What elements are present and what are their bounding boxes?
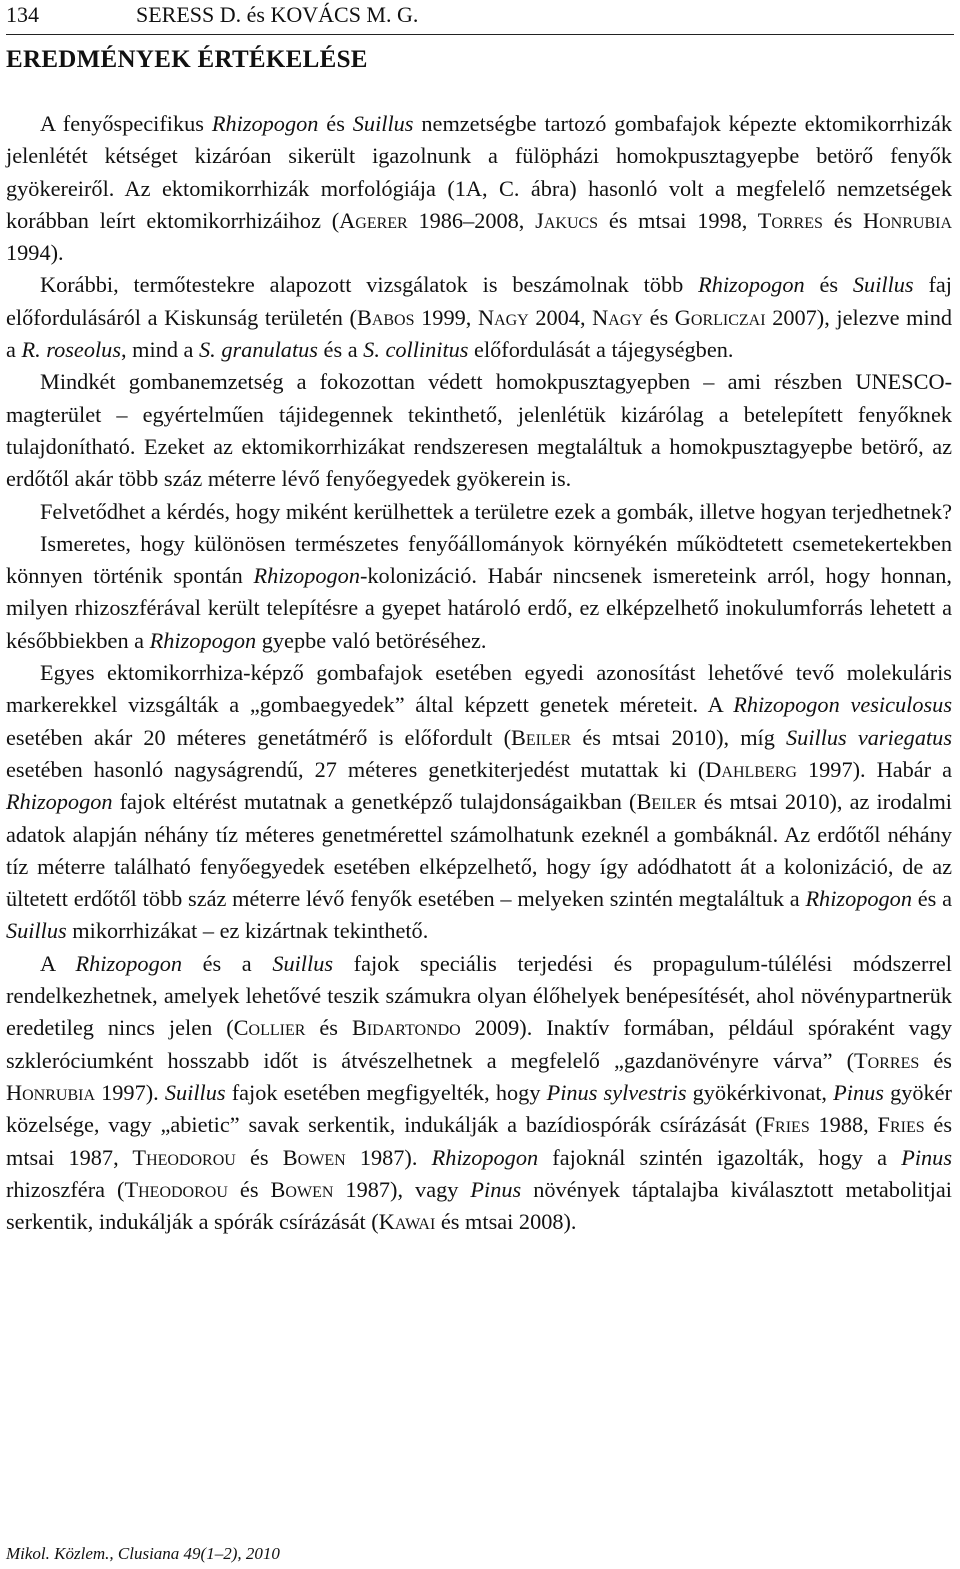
paragraph: Korábbi, termőtestekre alapozott vizsgálatok is beszámolnak több Rhizopogon és Suillus faj előfordulásáról a Kiskunság területén (Babos 1999, Nagy 2004, Nagy és Gorliczai 2007), jelezve mind a R. roseolus, mind a S. granulatus és a S. collinitus előfordulását a tájegységben. xyxy=(6,272,953,363)
paragraph: Egyes ektomikorrhiza-képző gombafajok esetében egyedi azonosítást lehetővé tevő molekuláris markerekkel vizsgálták a „gombaegyedek” által képzett genetek méreteit. A Rhizopogon vesiculosus esetében akár 20 méteres genetátmérő is előfordult (Beiler és mtsai 2010), míg Suillus variegatus esetében hasonló nagyságrendű, 27 méteres genetkiterjedést mutattak ki (Dahlberg 1997). Habár a Rhizopogon fajok eltérést mutatnak a genetképző tulajdonságaikban (Beiler és mtsai 2010), az irodalmi adatok alapján néhány tíz méteres genetmérettel számolhatunk ezeknél a gombáknál. Az erdőtől néhány tíz méterre található fenyőegyedek esetében elképzelhető, hogy így adódhatott át a kolonizáció, de az ültetett erdőtől több száz méterre lévő fenyők esetében – melyeken szintén megtaláltuk a Rhizopogon és a Suillus mikorrhizákat – ez kizártnak tekinthető. xyxy=(6,660,953,944)
paragraph: Felvetődhet a kérdés, hogy miként kerülhettek a területre ezek a gombák, illetve hogyan terjedhetnek? xyxy=(40,498,952,524)
paragraph: A fenyőspecifikus Rhizopogon és Suillus nemzetségbe tartozó gombafajok képezte ektomikorrhizák jelenlétét kétséget kizáróan sikerült igazolnunk a fülöpházi homokpusztagyepbe betörő fenyők gyökereiről. Az ektomikorrhizák morfológiája (1A, C. ábra) hasonló volt a megfelelő nemzetségek korábban leírt ektomikorrhizáihoz (Agerer 1986–2008, Jakucs és mtsai 1998, Torres és Honrubia 1994). xyxy=(6,111,953,266)
paragraph: Ismeretes, hogy különösen természetes fenyőállományok környékén működtetett csemetekertekben könnyen történik spontán Rhizopogon-kolonizáció. Habár nincsenek ismereteink arról, hogy honnan, milyen rhizoszférával került telepítésre a gyepet határoló erdő, ez elképzelhető inokulumforrás lehetett a későbbiekben a Rhizopogon gyepbe való betöréséhez. xyxy=(6,530,952,653)
running-header xyxy=(6,0,954,35)
page-number: 134 xyxy=(6,2,39,27)
paragraph: Mindkét gombanemzetség a fokozottan védett homokpusztagyepben – ami részben UNESCO-magterület – egyértelműen tájidegennek tekinthető, jelenlétük kizárólag a betelepített fenyőknek tulajdonítható. Ezeket az ektomikorrhizákat rendszeresen megtaláltuk a homokpusztagyepbe betörő, az erdőtől akár több száz méterre lévő fenyőegyedek gyökerein is. xyxy=(6,369,952,492)
paragraph: A Rhizopogon és a Suillus fajok speciális terjedési és propagulum-túlélési módszerrel rendelkezhetnek, amelyek lehetővé teszik számukra olyan élőhelyek benépesítését, ahol növénypartnerük eredetileg nincs jelen (Collier és Bidartondo 2009). Inaktív formában, például spóraként vagy szkleróciumként hosszabb időt is átvészelhetnek a megfelelő „gazdanövényre várva” (Torres és Honrubia 1997). Suillus fajok esetében megfigyelték, hogy Pinus sylvestris gyökérkivonat, Pinus gyökér közelsége, vagy „abietic” savak serkentik, indukálják a bazídiospórák csírázását (Fries 1988, Fries és mtsai 1987, Theodorou és Bowen 1987). Rhizopogon fajoknál szintén igazolták, hogy a Pinus rhizoszféra (Theodorou és Bowen 1987), vagy Pinus növények táptalajba kiválasztott metabolitjai serkentik, indukálják a spórák csírázását (Kawai és mtsai 2008). xyxy=(6,950,953,1235)
section-title: EREDMÉNYEK ÉRTÉKELÉSE xyxy=(6,46,368,73)
running-authors: SERESS D. és KOVÁCS M. G. xyxy=(136,2,419,27)
journal-footer: Mikol. Közlem., Clusiana 49(1–2), 2010 xyxy=(6,1544,280,1563)
body-text xyxy=(6,108,952,1238)
